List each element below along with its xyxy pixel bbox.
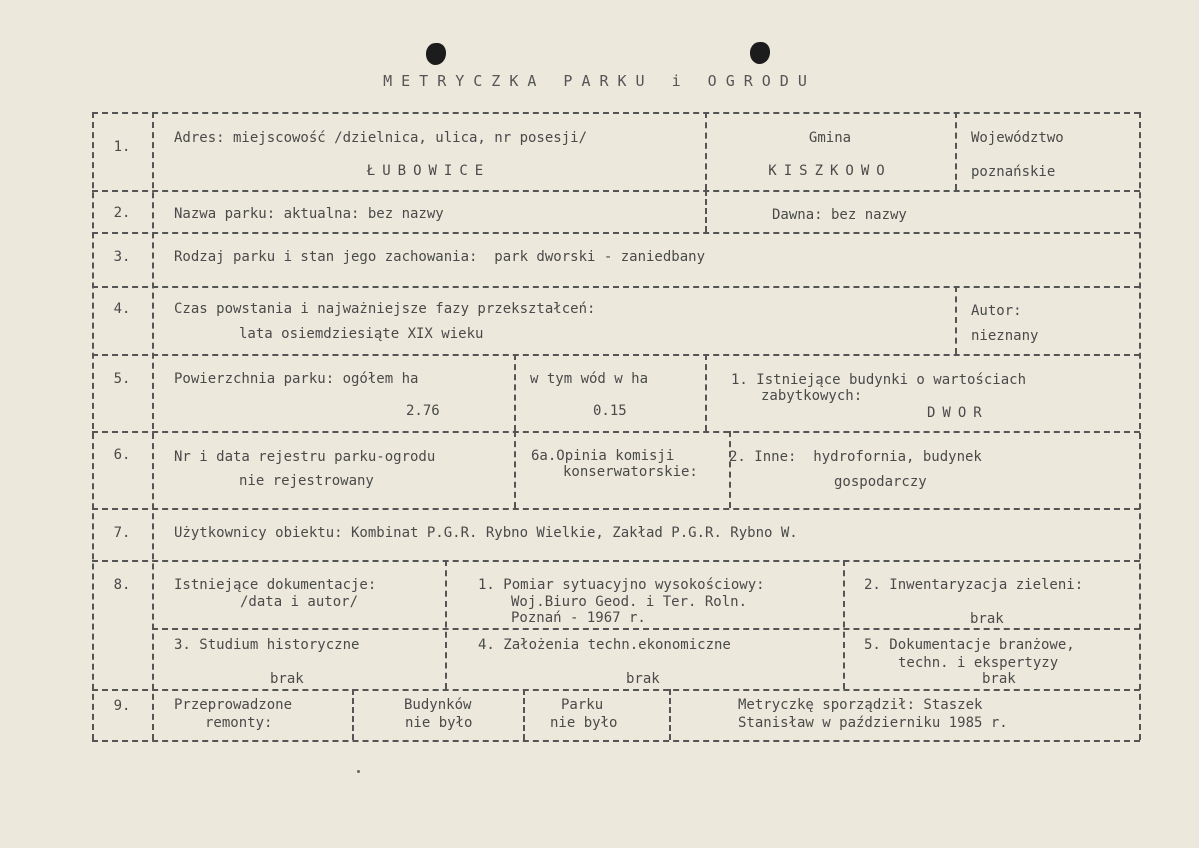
historic-buildings-value: DWOR	[927, 405, 989, 421]
branch-docs-value: brak	[982, 671, 1016, 687]
park-name-current: Nazwa parku: aktualna: bez nazwy	[174, 206, 444, 222]
buildings-repairs-label: Budynków	[404, 697, 472, 713]
register-label: Nr i data rejestru parku-ogrodu	[174, 449, 436, 465]
row-number-5: 5.	[113, 371, 131, 387]
address-value: ŁUBOWICE	[366, 163, 491, 179]
row-number-4: 4.	[113, 301, 131, 317]
survey-line-1: 1. Pomiar sytuacyjno wysokościowy:	[478, 577, 765, 593]
other-buildings-label: 2. Inne: hydrofornia, budynek	[729, 449, 982, 465]
period-label: Czas powstania i najważniejsze fazy przekształceń:	[174, 301, 596, 317]
water-label: w tym wód w ha	[530, 371, 649, 387]
row-number-9: 9.	[113, 698, 131, 714]
branch-docs-line-2: techn. i ekspertyzy	[898, 655, 1059, 671]
park-type: Rodzaj parku i stan jego zachowania: park dworski - zaniedbany	[174, 249, 706, 265]
row-number-8: 8.	[113, 577, 131, 593]
author-value: nieznany	[971, 328, 1039, 344]
survey-line-2: Woj.Biuro Geod. i Ter. Roln.	[511, 594, 748, 610]
water-value: 0.15	[593, 403, 627, 419]
register-value: nie rejestrowany	[239, 473, 374, 489]
row-number-3: 3.	[113, 249, 131, 265]
park-name-former: Dawna: bez nazwy	[772, 207, 907, 223]
study-value: brak	[270, 671, 304, 687]
row-number-6: 6.	[113, 447, 131, 463]
users-text: Użytkownicy obiektu: Kombinat P.G.R. Rybno Wielkie, Zakład P.G.R. Rybno W.	[174, 525, 798, 541]
opinion-label-2: konserwatorskie:	[563, 464, 698, 480]
row-number-7: 7.	[113, 525, 131, 541]
voivodeship-label: Województwo	[971, 130, 1064, 146]
address-label: Adres: miejscowość /dzielnica, ulica, nr posesji/	[174, 130, 588, 146]
study-label: 3. Studium historyczne	[174, 637, 360, 653]
punch-hole-left	[426, 43, 446, 65]
docs-label-1: Istniejące dokumentacje:	[174, 577, 377, 593]
docs-label-2: /data i autor/	[240, 594, 359, 610]
park-repairs-label: Parku	[561, 697, 604, 713]
other-buildings-value: gospodarczy	[834, 474, 927, 490]
repairs-label-2: remonty:	[205, 715, 273, 731]
gmina-value: KISZKOWO	[768, 163, 892, 179]
punch-hole-right	[750, 42, 770, 64]
survey-line-3: Poznań - 1967 r.	[511, 610, 646, 626]
row-number-1: 1.	[113, 139, 131, 155]
inventory-label: 2. Inwentaryzacja zieleni:	[864, 577, 1084, 593]
repairs-label-1: Przeprowadzone	[174, 697, 293, 713]
paper-speck	[357, 770, 360, 773]
prepared-by-line-1: Metryczkę sporządził: Staszek	[738, 697, 983, 713]
buildings-repairs-value: nie było	[405, 715, 473, 731]
branch-docs-line-1: 5. Dokumentacje branżowe,	[864, 637, 1075, 653]
historic-buildings-label-1: 1. Istniejące budynki o wartościach	[731, 372, 1027, 388]
voivodeship-value: poznańskie	[971, 164, 1056, 180]
tech-value: brak	[626, 671, 660, 687]
inventory-value: brak	[970, 611, 1004, 627]
area-label: Powierzchnia parku: ogółem ha	[174, 371, 419, 387]
historic-buildings-label-2: zabytkowych:	[761, 388, 863, 404]
period-value: lata osiemdziesiąte XIX wieku	[239, 326, 484, 342]
tech-label: 4. Założenia techn.ekonomiczne	[478, 637, 731, 653]
row-number-2: 2.	[113, 205, 131, 221]
gmina-label: Gmina	[808, 130, 852, 146]
author-label: Autor:	[971, 303, 1022, 319]
park-repairs-value: nie było	[550, 715, 618, 731]
opinion-label-1: 6a.Opinia komisji	[531, 448, 675, 464]
area-value: 2.76	[406, 403, 440, 419]
prepared-by-line-2: Stanisław w październiku 1985 r.	[738, 715, 1008, 731]
page-title: METRYCZKA PARKU i OGRODU	[383, 72, 816, 90]
